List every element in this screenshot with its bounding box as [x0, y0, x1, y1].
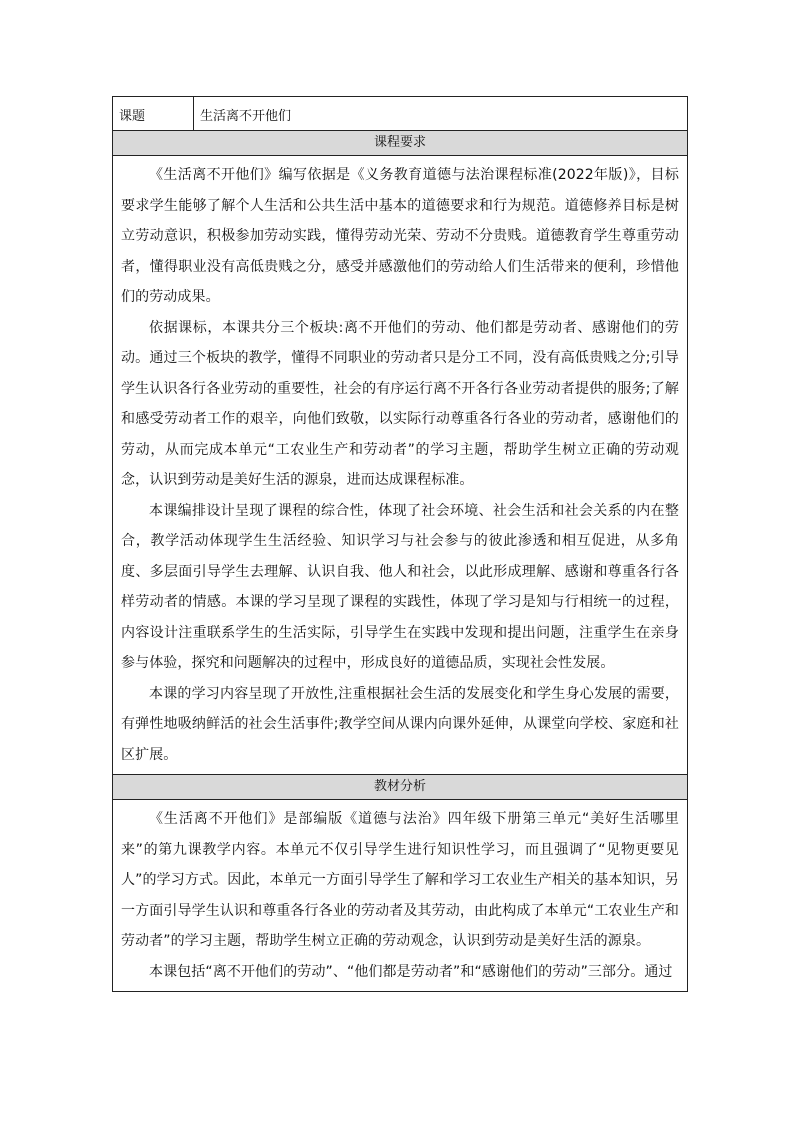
section-header-course-requirements: 课程要求 [113, 131, 688, 156]
paragraph: 《生活离不开他们》编写依据是《义务教育道德与法治课程标准(2022年版)》，目标要求学生能够了解个人生活和公共生活中基本的道德要求和行为规范。道德修养目标是树立劳动意识，积极参加劳动实践，懂得劳动光荣、劳动不分贵贱。道德教育学生尊重劳动者，懂得职业没有高低贵贱之分，感受并感激他们的劳动给人们生活带来的便利，珍惜他们的劳动成果。 [121, 167, 679, 305]
paragraph: 本课编排设计呈现了课程的综合性，体现了社会环境、社会生活和社会关系的内在整合，教学活动体现学生生活经验、知识学习与社会参与的彼此渗透和相互促进，从多角度、多层面引导学生去理解、认识自我、他人和社会，以此形成理解、感谢和尊重各行各样劳动者的情感。本课的学习呈现了课程的实践性，体现了学习是知与行相统一的过程，内容设计注重联系学生的生活实际，引导学生在实践中发现和提出问题，注重学生在亲身参与体验，探究和问题解决的过程中，形成良好的道德品质，实现社会性发展。 [121, 502, 679, 671]
paragraph: 本课包括“离不开他们的劳动”、“他们都是劳动者”和“感谢他们的劳动”三部分。通过 [149, 963, 673, 980]
section-content-row [113, 800, 688, 992]
topic-label: 课题 [113, 97, 194, 131]
section-header-row [113, 131, 688, 156]
section-content-course-requirements [113, 156, 688, 775]
section-header-row [113, 775, 688, 800]
lesson-plan-table [112, 96, 688, 992]
paragraph: 《生活离不开他们》是部编版《道德与法治》四年级下册第三单元“美好生活哪里来”的第九课教学内容。本单元不仅引导学生进行知识性学习，而且强调了“见物更要见人”的学习方式。因此，本单元一方面引导学生了解和学习工农业生产相关的基本知识，另一方面引导学生认识和尊重各行各业的劳动者及其劳动，由此构成了本单元“工农业生产和劳动者”的学习主题，帮助学生树立正确的劳动观念，认识到劳动是美好生活的源泉。 [121, 811, 679, 949]
section-header-textbook-analysis: 教材分析 [113, 775, 688, 800]
topic-row [113, 97, 688, 131]
section-content-row [113, 156, 688, 775]
paragraph: 本课的学习内容呈现了开放性,注重根据社会生活的发展变化和学生身心发展的需要，有弹性地吸纳鲜活的社会生活事件;教学空间从课内向课外延伸，从课堂向学校、家庭和社区扩展。 [121, 685, 679, 763]
section-content-textbook-analysis [113, 800, 688, 992]
topic-value: 生活离不开他们 [194, 97, 688, 131]
document-page [112, 96, 688, 992]
paragraph: 依据课标，本课共分三个板块:离不开他们的劳动、他们都是劳动者、感谢他们的劳动。通过三个板块的教学，懂得不同职业的劳动者只是分工不同，没有高低贵贱之分;引导学生认识各行各业劳动的重要性，社会的有序运行离不开各行各业劳动者提供的服务;了解和感受劳动者工作的艰辛，向他们致敬，以实际行动尊重各行各业的劳动者，感谢他们的劳动，从而完成本单元“工农业生产和劳动者”的学习主题，帮助学生树立正确的劳动观念，认识到劳动是美好生活的源泉，进而达成课程标准。 [121, 319, 679, 488]
